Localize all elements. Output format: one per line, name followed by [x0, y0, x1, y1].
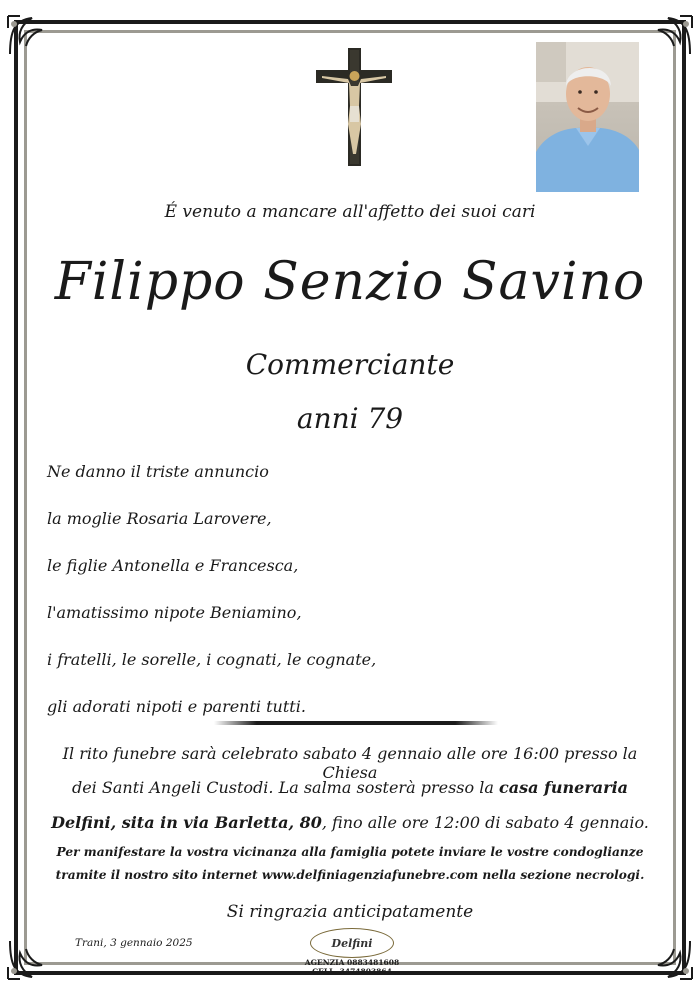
deceased-photo	[536, 42, 639, 192]
rite-text: , fino alle ore 12:00 di sabato 4 gennaio.	[321, 813, 649, 832]
divider	[214, 721, 498, 725]
condolences-line-2: tramite il nostro sito internet www.delfiniagenziafunebre.com nella sezione necrologi.	[55, 868, 645, 882]
family-line: gli adorati nipoti e parenti tutti.	[47, 697, 306, 716]
family-line: i fratelli, le sorelle, i cognati, le cognate,	[47, 650, 377, 669]
ornament-corner-icon	[648, 935, 696, 983]
ornament-corner-icon	[4, 935, 52, 983]
family-line: l'amatissimo nipote Beniamino,	[47, 603, 302, 622]
agency-logo	[304, 928, 400, 984]
logo-emblem	[310, 928, 394, 958]
condolences-line-1: Per manifestare la vostra vicinanza alla famiglia potete inviare le vostre condoglianze	[56, 845, 644, 859]
place-date: Trani, 3 gennaio 2025	[75, 937, 193, 949]
family-line: la moglie Rosaria Larovere,	[47, 509, 272, 528]
agency-cell: CELL. 3474803864	[312, 967, 392, 976]
agency-phone: AGENZIA 0883481608	[304, 958, 400, 967]
thanks-text: Si ringrazia anticipatamente	[226, 902, 474, 922]
occupation: Commerciante	[245, 348, 455, 381]
rite-line-2	[40, 778, 660, 797]
family-line: Ne danno il triste annuncio	[47, 462, 269, 481]
rite-bold-text: Delfini, sita in via Barletta, 80	[51, 813, 322, 832]
crucifix-icon	[314, 46, 394, 168]
deceased-name: Filippo Senzio Savino	[54, 252, 646, 312]
logo-brand: Delfini	[331, 936, 373, 950]
rite-line-1: Il rito funebre sarà celebrato sabato 4 gennaio alle ore 16:00 presso la Chiesa	[62, 744, 638, 782]
rite-text: dei Santi Angeli Custodi. La salma sosterà presso la	[71, 778, 499, 797]
family-line: le figlie Antonella e Francesca,	[47, 556, 299, 575]
ornament-corner-icon	[4, 12, 52, 60]
rite-line-3	[40, 813, 660, 832]
intro-text: É venuto a mancare all'affetto dei suoi cari	[164, 202, 536, 222]
family-announcement	[47, 458, 547, 740]
rite-bold-text: casa funeraria	[498, 778, 629, 797]
age: anni 79	[296, 402, 404, 435]
ornament-corner-icon	[648, 12, 696, 60]
